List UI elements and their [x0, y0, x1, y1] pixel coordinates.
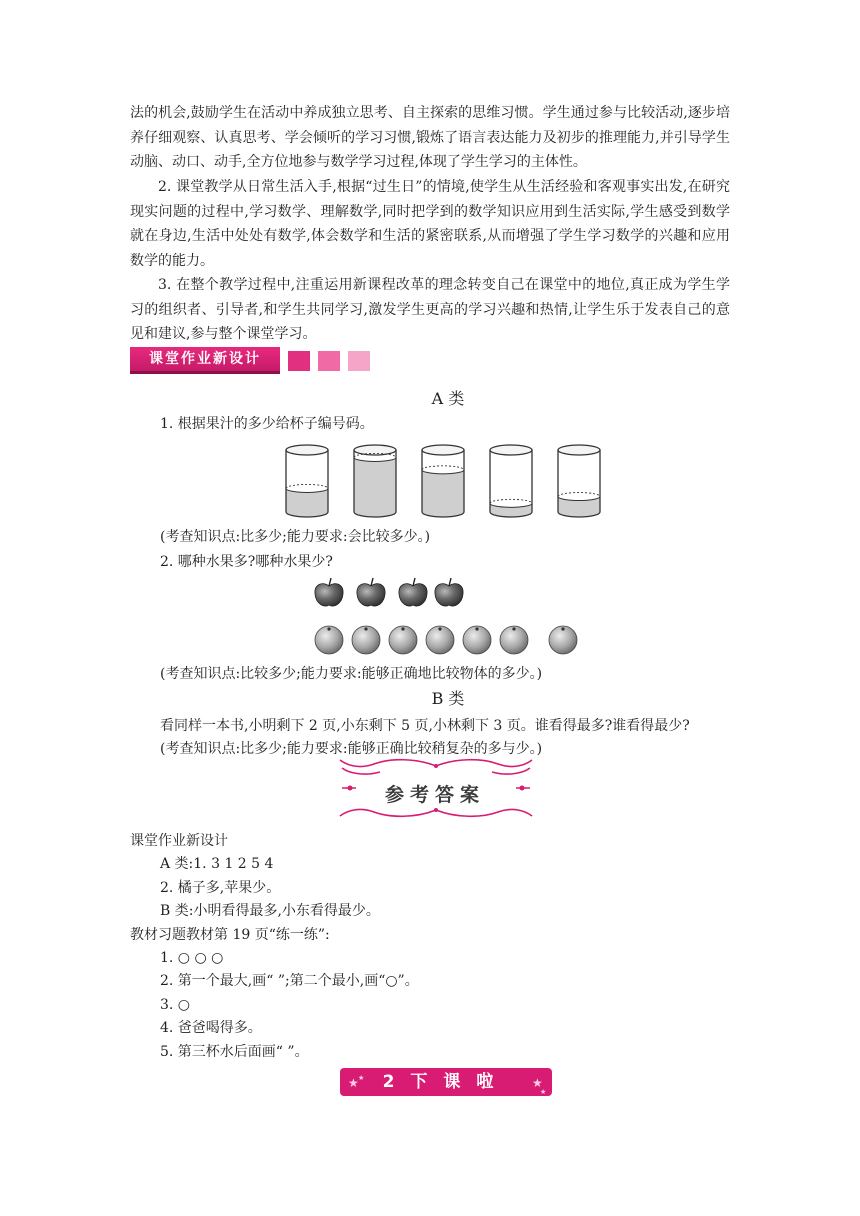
end-badge-number: 2: [382, 1072, 411, 1092]
cup-juice: [422, 470, 464, 517]
paragraph-2: 2. 课堂教学从日常生活入手,根据“过生日”的情境,使学生从生活经验和客观事实出发,在研究现实问题的过程中,学习数学、理解数学,同时把学到的数学知识应用到生活实际,学生感受到数学就在身边,生活中处处有数学,体会数学和生活的紧密联系,从而增强了学生学习数学的兴趣和应用数学的能力。: [130, 179, 730, 269]
answer-t3: 3. ○: [160, 997, 191, 1013]
svg-text:★: ★: [348, 1076, 359, 1090]
cup-1: [286, 445, 328, 517]
banner-title: 课堂作业新设计: [149, 351, 261, 367]
answer-a1: A 类:1. 3 1 2 5 4: [160, 856, 274, 872]
apple-icon: [399, 578, 427, 606]
orange-icon: [549, 626, 577, 654]
cup-5: [558, 445, 600, 517]
apple-icon: [435, 578, 463, 606]
answer-t5: 5. 第三杯水后面画“ ”。: [160, 1044, 309, 1060]
answer-t1: 1. ○ ○ ○: [160, 950, 224, 966]
question-1-note: (考查知识点:比多少;能力要求:会比较多少。): [160, 529, 431, 545]
svg-text:★: ★: [532, 1076, 543, 1090]
fruit-illustration: [305, 574, 585, 660]
category-a-heading: A 类: [431, 389, 465, 408]
banner-square-1: [288, 351, 310, 371]
paragraph-1: 法的机会,鼓励学生在活动中养成独立思考、自主探索的思维习惯。学生通过参与比较活动,逐步培养仔细观察、认真思考、学会倾听的学习习惯,锻炼了语言表达能力及初步的推理能力,并引导学生动脑、动口、动手,全方位地参与数学学习过程,体现了学生学习的主体性。: [130, 105, 730, 170]
cup-3: [422, 445, 464, 517]
question-b-note: (考查知识点:比多少;能力要求:能够正确比较稍复杂的多与少。): [160, 741, 543, 757]
orange-icon: [463, 626, 491, 654]
paragraph-3: 3. 在整个教学过程中,注重运用新课程改革的理念转变自己在课堂中的地位,真正成为学生学习的组织者、引导者,和学生共同学习,激发学生更高的学习兴趣和热情,让学生乐于发表自己的意见和建议,参与整个课堂学习。: [130, 277, 730, 342]
cup-juice: [354, 457, 396, 517]
answer-t4: 4. 爸爸喝得多。: [160, 1020, 262, 1036]
question-2-note: (考查知识点:比较多少;能力要求:能够正确地比较物体的多少。): [160, 666, 543, 682]
svg-text:★: ★: [358, 1074, 365, 1082]
answer-section-2-title: 教材习题教材第 19 页“练一练”:: [130, 927, 330, 943]
answer-a2: 2. 橘子多,苹果少。: [160, 880, 281, 896]
answer-b: B 类:小明看得最多,小东看得最少。: [160, 903, 380, 919]
banner-square-2: [318, 351, 340, 371]
answer-header: 参考答案: [384, 784, 485, 806]
end-badge: [340, 1068, 552, 1096]
answer-section-1-title: 课堂作业新设计: [130, 833, 228, 849]
question-1: 1. 根据果汁的多少给杯子编号码。: [160, 416, 374, 432]
orange-icon: [315, 626, 343, 654]
category-b-heading: B 类: [431, 689, 465, 708]
question-b: 看同样一本书,小明剩下 2 页,小东剩下 5 页,小林剩下 3 页。谁看得最多?谁看得最少?: [160, 718, 690, 734]
orange-icon: [389, 626, 417, 654]
question-2: 2. 哪种水果多?哪种水果少?: [160, 554, 333, 570]
cup-4: [490, 445, 532, 517]
orange-icon: [352, 626, 380, 654]
end-badge-label: [340, 1068, 552, 1096]
banner-square-3: [348, 351, 370, 371]
answer-t2: 2. 第一个最大,画“ ”;第二个最小,画“○”。: [160, 973, 419, 989]
svg-text:★: ★: [540, 1088, 547, 1096]
cups-illustration: [280, 440, 610, 522]
apple-icon: [357, 578, 385, 606]
end-badge-text: 下课啦: [410, 1072, 510, 1092]
cup-2: [354, 445, 396, 517]
orange-icon: [500, 626, 528, 654]
apple-icon: [315, 578, 343, 606]
orange-icon: [426, 626, 454, 654]
